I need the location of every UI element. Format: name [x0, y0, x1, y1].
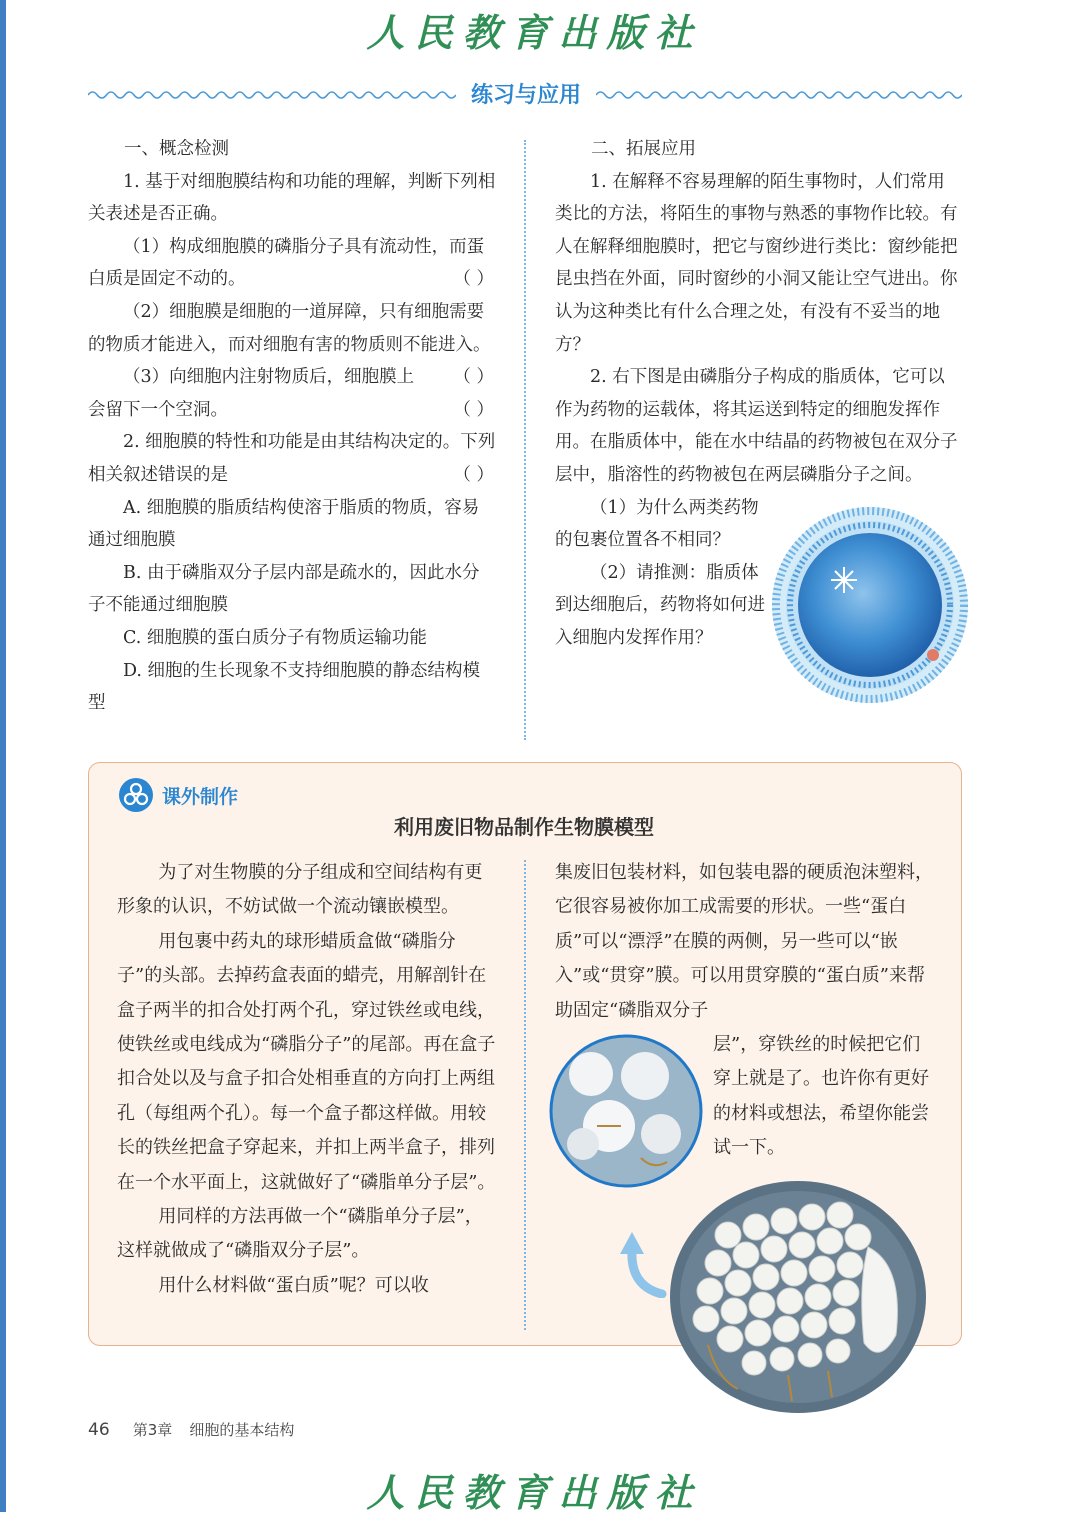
chapter-number: 第3章 [132, 1421, 173, 1439]
column-divider [524, 140, 526, 740]
box-left-column [117, 856, 497, 1303]
box-column-divider [524, 860, 526, 1330]
liposome-subquestion-1: （1）为什么两类药物的包裹位置各不相同？ [555, 497, 759, 551]
box-title: 利用废旧物品制作生物膜模型 [394, 815, 654, 839]
answer-bracket: （ ） [453, 269, 494, 290]
box-paragraph-4-cont: 集废旧包装材料，如包装电器的硬质泡沫塑料，它很容易被你加工成需要的形状。一些“蛋白质”可以“漂浮”在膜的两侧，另一些可以“嵌入”或“贯穿”膜。可以用贯穿膜的“蛋白质”来帮助固定“磷脂双分子 [555, 862, 933, 1021]
section-title: 练习与应用 [470, 83, 581, 108]
page-number: 46 [88, 1420, 110, 1440]
section-header [88, 78, 962, 112]
answer-bracket: （ ） [453, 367, 494, 388]
liposome-image [770, 505, 970, 705]
publisher-logo-top: 人民教育出版社 [366, 10, 703, 55]
option-a: A. 细胞膜的脂质结构使溶于脂质的物质，容易通过细胞膜 [88, 497, 480, 551]
option-d: D. 细胞的生长现象不支持细胞膜的静态结构模型 [88, 660, 481, 714]
answer-bracket: （ ） [453, 399, 494, 420]
concept-check-heading: 一、概念检测 [124, 139, 229, 159]
page-footer [88, 1419, 294, 1440]
box-paragraph-4: 用什么材料做“蛋白质”呢？可以收 [158, 1274, 429, 1296]
question-1-stem: 1. 基于对细胞膜结构和功能的理解，判断下列相关表述是否正确。 [88, 171, 496, 225]
wave-divider-left [88, 88, 456, 102]
arrow-up-icon [612, 1228, 670, 1298]
answer-bracket: （ ） [453, 464, 494, 485]
analogy-question: 1. 在解释不容易理解的陌生事物时，人们常用类比的方法，将陌生的事物与熟悉的事物作比较。有人在解释细胞膜时，把它与窗纱进行类比：窗纱能把昆虫挡在外面，同时窗纱的小洞又能让空气进出。你认为这种类比有什么合理之处，有没有不妥当的地方？ [555, 171, 958, 355]
molecule-badge-icon [118, 777, 154, 813]
extended-application-heading: 二、拓展应用 [591, 139, 696, 159]
membrane-model-image [668, 1175, 928, 1415]
question-1-item-3: （3）向细胞内注射物质后，细胞膜上会留下一个空洞。 （ ） [88, 361, 496, 426]
publisher-logo-bottom: 人民教育出版社 [366, 1470, 703, 1515]
question-1-item-2: （2）细胞膜是细胞的一道屏障，只有细胞需要的物质才能进入，而对细胞有害的物质则不能进入。 （ ） [88, 296, 496, 361]
box-paragraph-2: 用包裹中药丸的球形蜡质盒做“磷脂分子”的头部。去掉药盒表面的蜡壳，用解剖针在盒子两半的扣合处打两个孔，穿过铁丝或电线，使铁丝或电线成为“磷脂分子”的尾部。再在盒子扣合处以及与盒子扣合处相垂直的方向打上两组孔（每组两个孔）。每一个盒子都这样做。用较长的铁丝把盒子穿起来，并扣上两半盒子，排列在一个水平面上，这就做好了“磷脂单分子层”。 [117, 930, 496, 1193]
question-2-stem: 2. 细胞膜的特性和功能是由其结构决定的。下列相关叙述错误的是 （ ） [88, 426, 496, 491]
wave-divider-right [596, 88, 962, 102]
option-c: C. 细胞膜的蛋白质分子有物质运输功能 [123, 627, 427, 648]
question-1-item-1: （1）构成细胞膜的磷脂分子具有流动性，而蛋白质是固定不动的。 （ ） [88, 231, 496, 296]
model-closeup-image [549, 1034, 703, 1188]
chapter-title: 细胞的基本结构 [189, 1421, 295, 1439]
box-paragraph-3: 用同样的方法再做一个“磷脂单分子层”，这样就做成了“磷脂双分子层”。 [117, 1206, 483, 1262]
box-label: 课外制作 [162, 786, 239, 808]
option-b: B. 由于磷脂双分子层内部是疏水的，因此水分子不能通过细胞膜 [88, 562, 480, 616]
box-paragraph-1: 为了对生物膜的分子组成和空间结构有更形象的认识，不妨试做一个流动镶嵌模型。 [117, 862, 483, 918]
lipid-drug-icon [927, 649, 939, 661]
concept-check-column [88, 133, 496, 720]
liposome-subquestion-2: （2）请推测：脂质体到达细胞后，药物将如何进入细胞内发挥作用？ [555, 562, 765, 648]
left-edge-bar [0, 0, 6, 1512]
box-paragraph-5: 层”，穿铁丝的时候把它们穿上就是了。也许你有更好的材料或想法，希望你能尝试一下。 [713, 1034, 929, 1159]
liposome-question: 2. 右下图是由磷脂分子构成的脂质体，它可以作为药物的运载体，将其运送到特定的细胞发挥作用。在脂质体中，能在水中结晶的药物被包在双分子层中，脂溶性的药物被包在两层磷脂分子之间。 [555, 367, 958, 485]
